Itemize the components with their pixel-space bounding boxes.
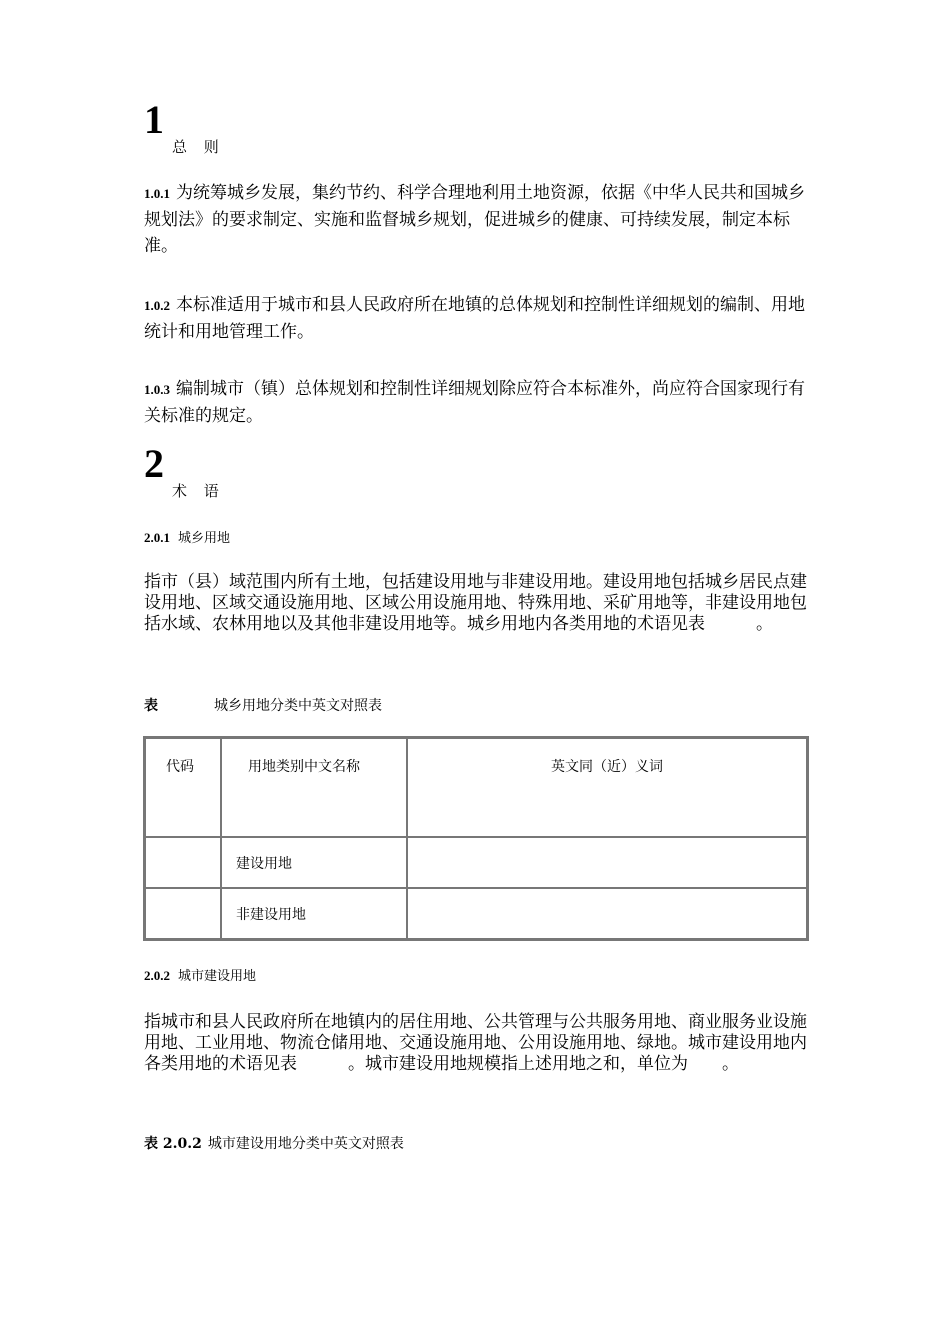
row-name-cell <box>221 888 407 939</box>
clause-number: 1.0.2 <box>144 298 170 313</box>
row-code-cell <box>145 888 221 939</box>
term-number: 2.0.1 <box>144 530 170 545</box>
term-2-0-2-definition: 指城市和县人民政府所在地镇内的居住用地、公共管理与公共服务用地、商业服务业设施用地、工业用地、物流仓储用地、交通设施用地、公用设施用地、绿地。城市建设用地内各类用地的术语见表 。城市建设用地规模指上述用地之和，单位为 。 <box>144 1012 807 1074</box>
table-label: 表 <box>144 698 158 714</box>
chapter-1-title: 总 则 <box>172 138 225 156</box>
row-english <box>408 838 806 855</box>
clause-text: 编制城市（镇）总体规划和控制性详细规划除应符合本标准外，尚应符合国家现行有关标准的规定。 <box>144 379 805 426</box>
header-code: 代码 <box>166 759 194 775</box>
table-1-caption <box>144 695 382 715</box>
table-2-caption <box>144 1133 404 1153</box>
term-name: 城乡用地 <box>178 531 231 546</box>
clause-number: 1.0.3 <box>144 382 170 397</box>
row-name-cell <box>221 837 407 888</box>
chapter-1-number: 1 <box>144 97 164 142</box>
row-english <box>408 889 806 906</box>
land-use-table <box>143 736 809 941</box>
table-header-row <box>145 738 807 837</box>
clause-text: 为统筹城乡发展，集约节约、科学合理地利用土地资源，依据《中华人民共和国城乡规划法》的要求制定、实施和监督城乡规划，促进城乡的健康、可持续发展，制定本标准。 <box>144 183 805 256</box>
row-code <box>146 889 220 906</box>
header-name: 用地类别中文名称 <box>248 759 360 775</box>
row-code <box>146 838 220 855</box>
row-english-cell <box>407 888 807 939</box>
term-2-0-2-heading <box>144 965 256 984</box>
clause-1-0-1 <box>144 180 814 259</box>
header-cell-name <box>221 738 407 837</box>
term-number: 2.0.2 <box>144 968 170 983</box>
row-name: 非建设用地 <box>236 907 306 923</box>
term-name: 城市建设用地 <box>178 969 257 984</box>
row-english-cell <box>407 837 807 888</box>
clause-number: 1.0.1 <box>144 186 170 201</box>
clause-text: 本标准适用于城市和县人民政府所在地镇的总体规划和控制性详细规划的编制、用地统计和用地管理工作。 <box>144 295 805 342</box>
chapter-2-title: 术 语 <box>172 482 225 500</box>
table-row <box>145 888 807 939</box>
header-english: 英文同（近）义词 <box>551 759 663 775</box>
row-name: 建设用地 <box>236 856 292 872</box>
term-2-0-1-heading <box>144 527 230 546</box>
chapter-2-number: 2 <box>144 441 164 486</box>
table-label: 表 2.0.2 <box>144 1136 202 1152</box>
header-cell-code <box>145 738 221 837</box>
term-2-0-1-definition: 指市（县）域范围内所有土地，包括建设用地与非建设用地。建设用地包括城乡居民点建设用地、区域交通设施用地、区域公用设施用地、特殊用地、采矿用地等，非建设用地包括水域、农林用地以及其他非建设用地等。城乡用地内各类用地的术语见表 。 <box>144 572 807 634</box>
clause-1-0-2 <box>144 292 814 345</box>
table-title: 城市建设用地分类中英文对照表 <box>207 1136 404 1152</box>
clause-1-0-3 <box>144 376 814 429</box>
row-code-cell <box>145 837 221 888</box>
header-cell-english <box>407 738 807 837</box>
table-title: 城乡用地分类中英文对照表 <box>214 698 382 714</box>
table-row <box>145 837 807 888</box>
